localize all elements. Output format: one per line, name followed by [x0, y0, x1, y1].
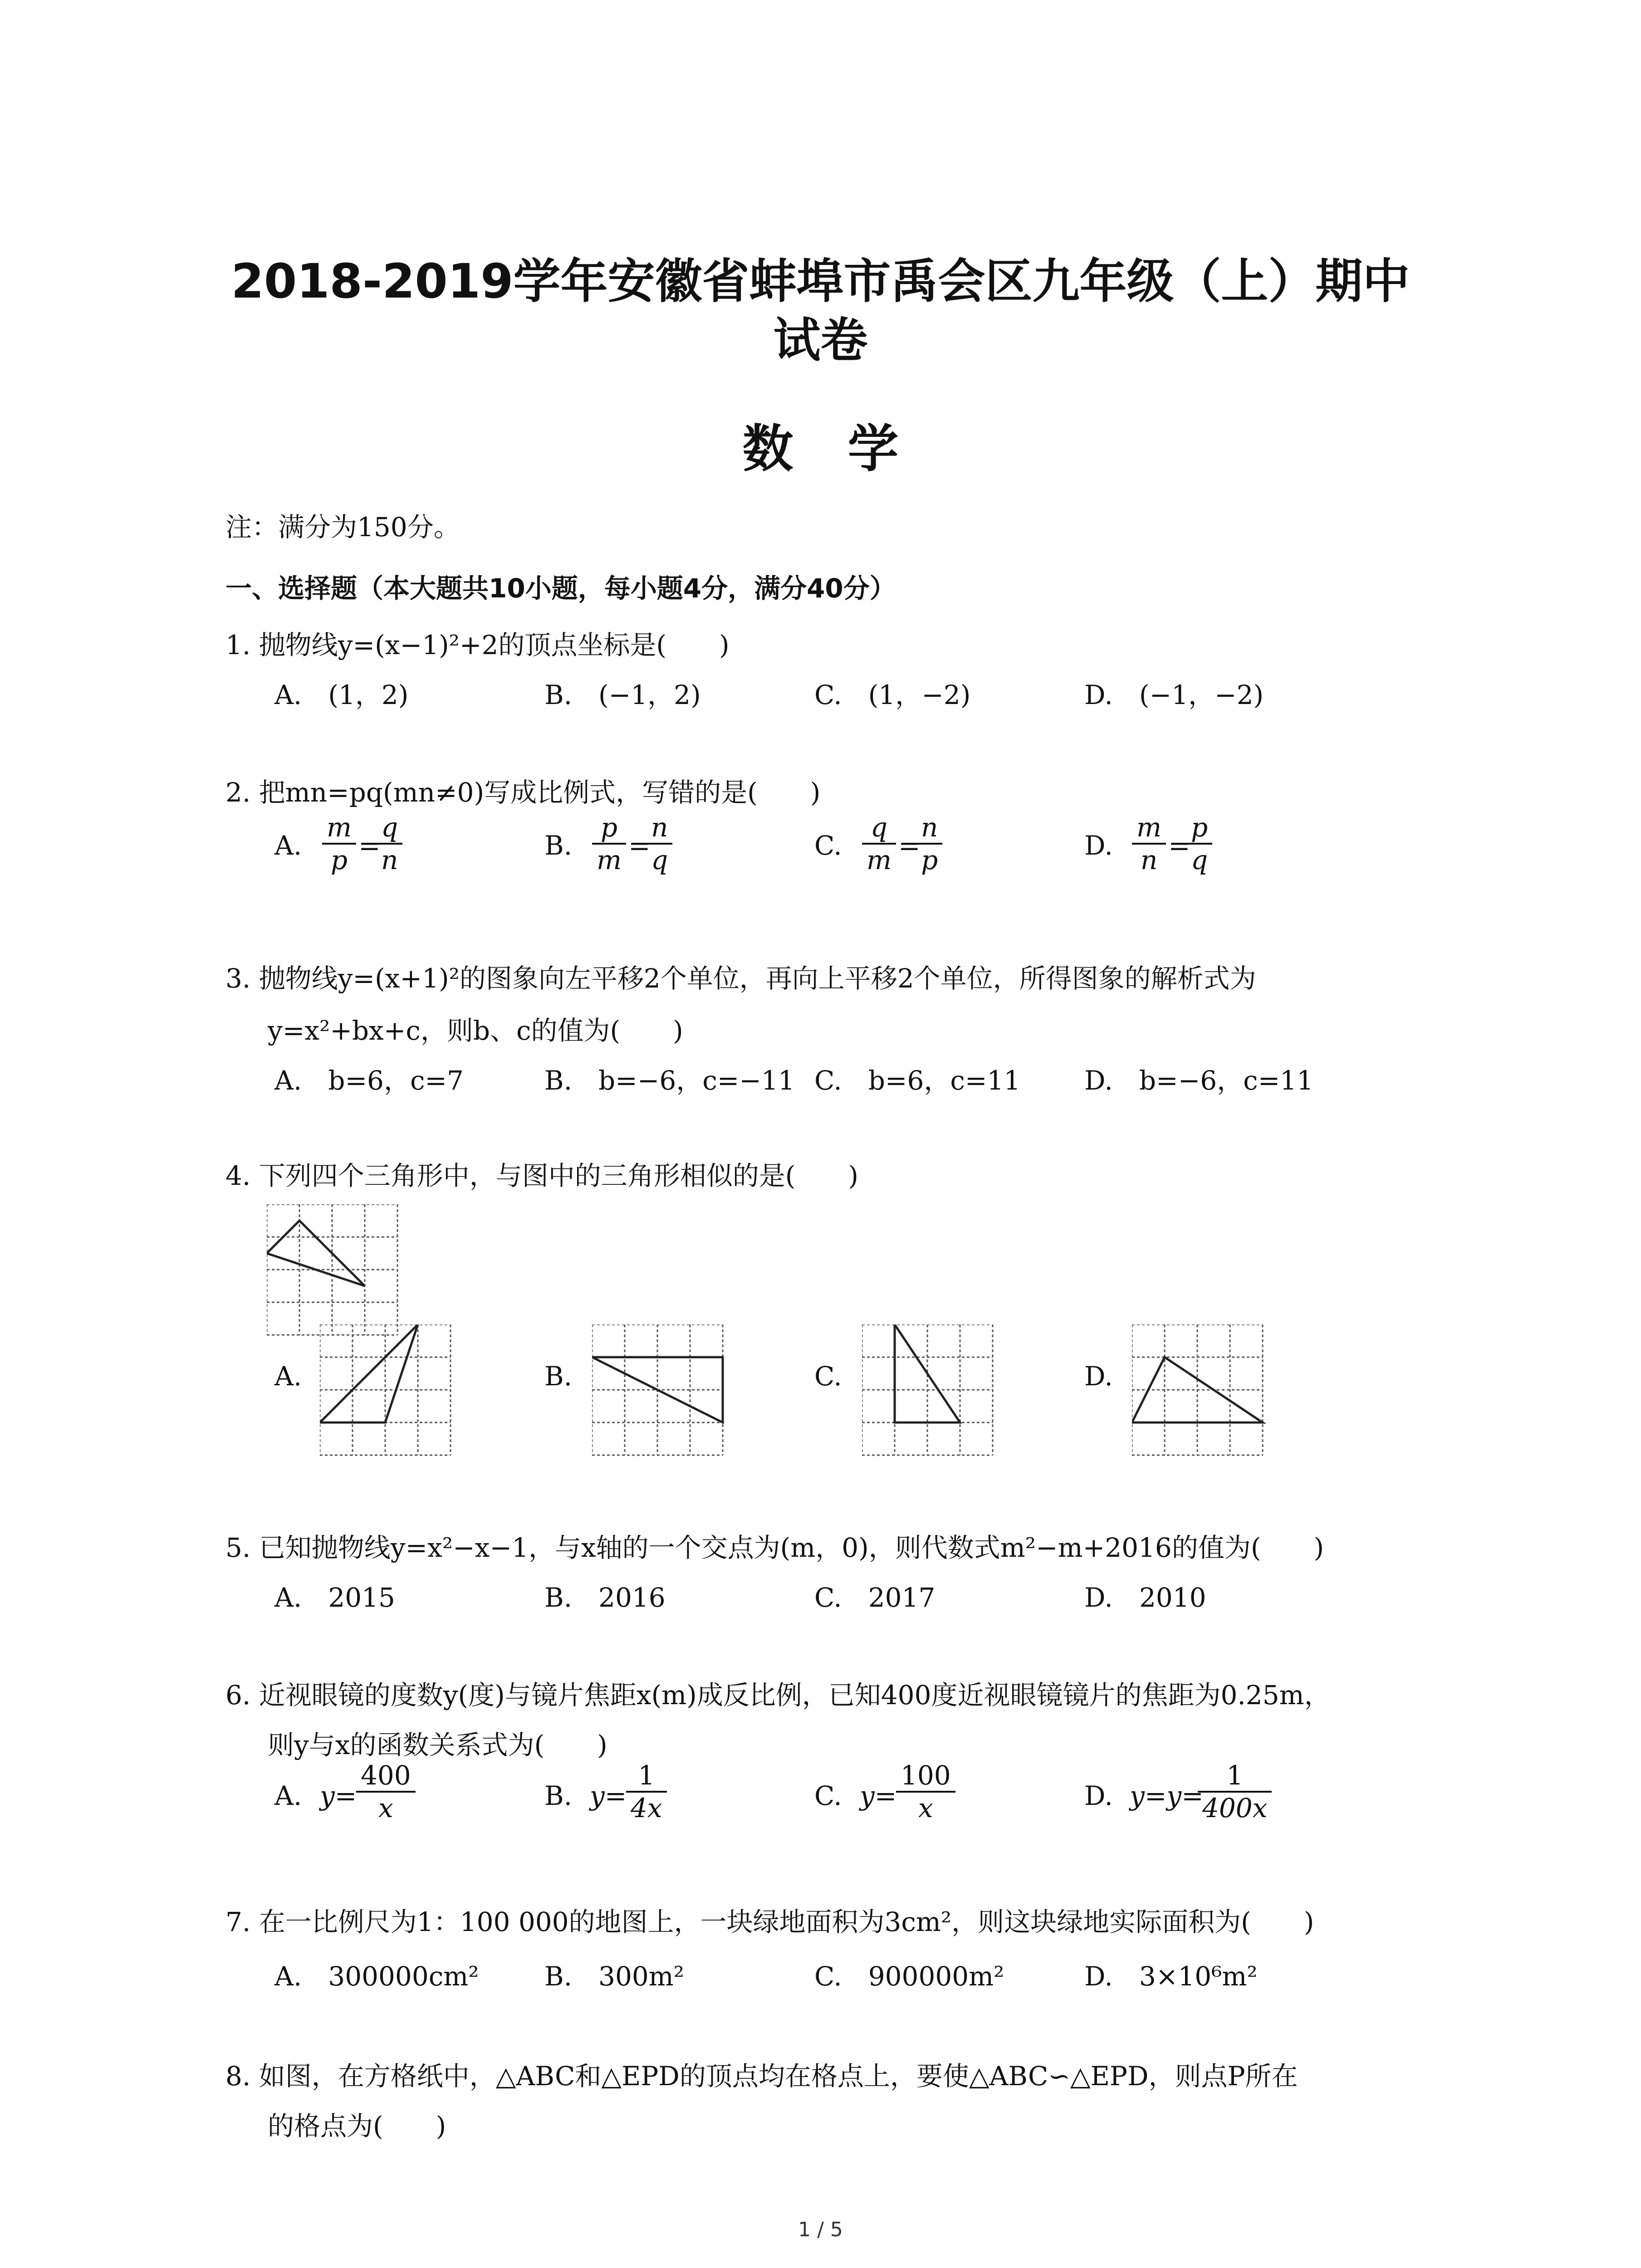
equals-sign: =	[1168, 830, 1190, 861]
question-7-option-a: A. 300000cm²	[274, 1961, 479, 1992]
question-1-option-b: B. (−1，2)	[544, 679, 701, 710]
question-6-option-b-frac: 1 4x	[626, 1760, 667, 1823]
question-4-option-a-figure	[320, 1325, 456, 1461]
exam-title-line1: 2018-2019学年安徽省蚌埠市禹会区九年级（上）期中	[231, 254, 1410, 309]
question-8-stem-continued: 的格点为( )	[268, 2111, 446, 2141]
question-7-option-c: C. 900000m²	[814, 1961, 1004, 1992]
question-3-stem-continued: y=x²+bx+c，则b、c的值为( )	[268, 1015, 683, 1046]
question-1-option-a: A. (1，2)	[274, 679, 409, 710]
question-2-option-a-frac-left: m p	[322, 812, 356, 875]
question-2-option-a-frac-right: q n	[377, 812, 402, 875]
question-3-stem: 3. 抛物线y=(x+1)²的图象向左平移2个单位，再向上平移2个单位，所得图象的解析式为	[225, 963, 1256, 994]
question-3-option-d: D. b=−6，c=11	[1084, 1065, 1313, 1096]
question-6-option-d-prefix: y=y=	[1130, 1780, 1204, 1811]
question-2-option-d-label: D.	[1084, 830, 1113, 861]
question-4-option-c-label: C.	[814, 1361, 842, 1392]
question-4-option-b-figure	[592, 1325, 728, 1461]
question-6-stem: 6. 近视眼镜的度数y(度)与镜片焦距x(m)成反比例，已知400度近视眼镜镜片的焦距为0.25m，	[225, 1680, 1331, 1711]
question-6-option-b-label: B.	[544, 1780, 573, 1811]
question-4-option-b-label: B.	[544, 1361, 573, 1392]
question-2-stem: 2. 把mn=pq(mn≠0)写成比例式，写错的是( )	[225, 777, 821, 808]
question-4-option-d-figure	[1132, 1325, 1268, 1461]
question-6-option-b-prefix: y=	[590, 1780, 627, 1811]
question-5-option-b: B. 2016	[544, 1582, 666, 1613]
question-4-option-a-label: A.	[274, 1361, 302, 1392]
question-4-option-d-label: D.	[1084, 1361, 1113, 1392]
reference-triangle-figure	[267, 1204, 403, 1340]
question-6-option-c-prefix: y=	[860, 1780, 897, 1811]
exam-title-line2: 试卷	[773, 313, 868, 368]
question-6-option-c-label: C.	[814, 1780, 842, 1811]
question-2-option-c-frac-left: q m	[862, 812, 896, 875]
question-1-option-d: D. (−1，−2)	[1084, 679, 1264, 710]
question-7-option-b: B. 300m²	[544, 1961, 685, 1992]
question-2-option-c-frac-right: n p	[916, 812, 942, 875]
question-6-option-c-frac: 100 x	[896, 1760, 955, 1823]
question-3-option-c: C. b=6，c=11	[814, 1065, 1021, 1096]
question-5-option-d: D. 2010	[1084, 1582, 1206, 1613]
question-8-stem: 8. 如图，在方格纸中，△ABC和△EPD的顶点均在格点上，要使△ABC∽△EPD，则点P所在	[225, 2061, 1298, 2092]
question-5-stem: 5. 已知抛物线y=x²−x−1，与x轴的一个交点为(m，0)，则代数式m²−m+2016的值为( )	[225, 1532, 1324, 1563]
question-4-stem: 4. 下列四个三角形中，与图中的三角形相似的是( )	[225, 1160, 859, 1191]
question-1-stem: 1. 抛物线y=(x−1)²+2的顶点坐标是( )	[225, 630, 730, 660]
question-6-option-a-prefix: y=	[320, 1780, 357, 1811]
question-3-option-b: B. b=−6，c=−11	[544, 1065, 795, 1096]
question-2-option-d-frac-right: p q	[1186, 812, 1212, 875]
question-6-option-d-frac: 1 400x	[1198, 1760, 1272, 1823]
question-6-stem-continued: 则y与x的函数关系式为( )	[268, 1730, 607, 1760]
question-2-option-b-frac-left: p m	[592, 812, 626, 875]
question-1-option-c: C. (1，−2)	[814, 679, 971, 710]
question-4-option-c-figure	[862, 1325, 998, 1461]
question-6-option-a-frac: 400 x	[356, 1760, 416, 1823]
score-note: 注：满分为150分。	[225, 512, 460, 543]
section-heading: 一、选择题（本大题共10小题，每小题4分，满分40分）	[225, 573, 896, 604]
equals-sign: =	[898, 830, 921, 861]
subject-heading: 数学	[742, 420, 953, 479]
question-2-option-d-frac-left: m n	[1132, 812, 1166, 875]
question-7-stem: 7. 在一比例尺为1：100 000的地图上，一块绿地面积为3cm²，则这块绿地实际面积为( )	[225, 1906, 1314, 1937]
page-number: 1 / 5	[798, 2218, 843, 2241]
question-2-option-a-label: A.	[274, 830, 302, 861]
equals-sign: =	[358, 830, 381, 861]
question-7-option-d: D. 3×10⁶m²	[1084, 1961, 1258, 1992]
equals-sign: =	[628, 830, 651, 861]
question-5-option-c: C. 2017	[814, 1582, 936, 1613]
question-6-option-a-label: A.	[274, 1780, 302, 1811]
question-5-option-a: A. 2015	[274, 1582, 395, 1613]
question-2-option-b-frac-right: n q	[647, 812, 672, 875]
question-2-option-b-label: B.	[544, 830, 573, 861]
question-6-option-d-label: D.	[1084, 1780, 1113, 1811]
question-3-option-a: A. b=6，c=7	[274, 1065, 464, 1096]
question-2-option-c-label: C.	[814, 830, 842, 861]
